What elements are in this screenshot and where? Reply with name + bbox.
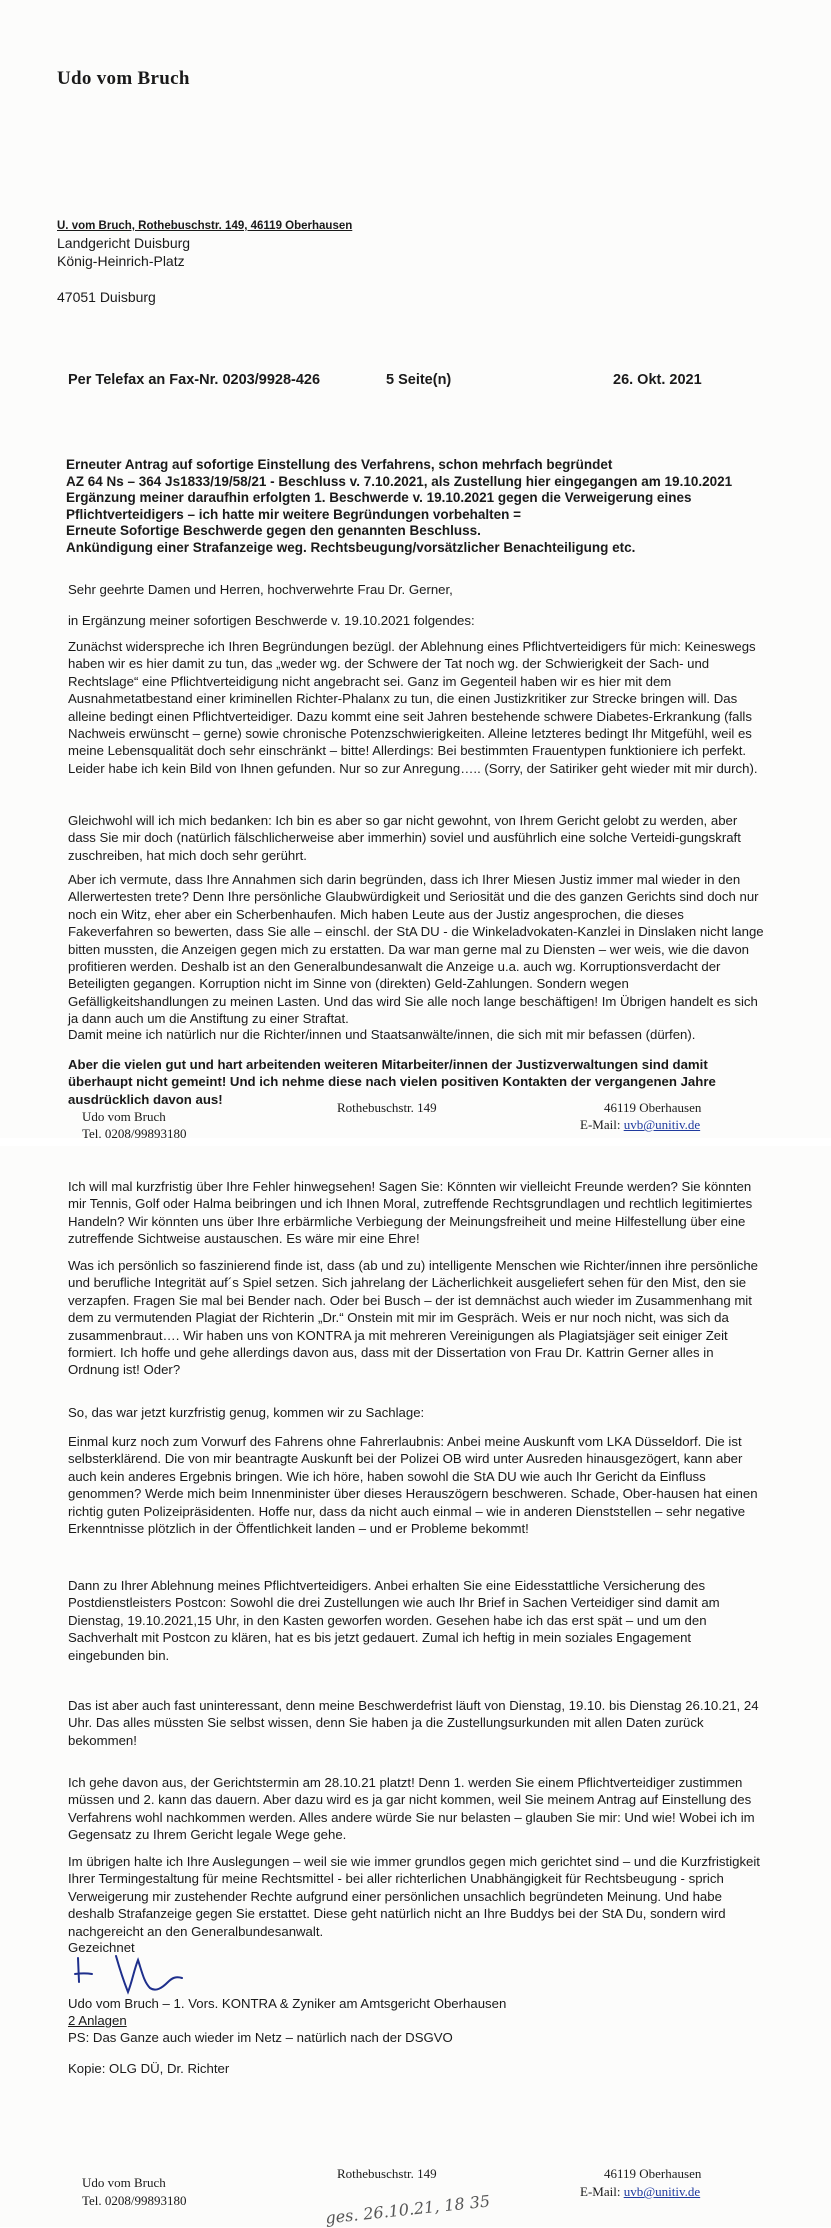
subject-line: Ergänzung meiner daraufhin erfolgten 1. Beschwerde v. 19.10.2021 gegen die Verweigerung eines [66,490,692,505]
paragraph-beschwerdefrist: Das ist aber auch fast uninteressant, denn meine Beschwerdefrist läuft von Dienstag, 19.10. bis Dienstag 26.10.21, 24 Uhr. Das alles müssten Sie selbst wissen, denn Sie haben ja die Zustellungsurkunden mit allen Daten zurück bekommen! [68,1698,759,1748]
footer-email-row [580,1116,700,1133]
paragraph-freunde: Ich will mal kurzfristig über Ihre Fehler hinwegsehen! Sagen Sie: Könnten wir vielleicht Freunde werden? Sie könnten mir Tennis, Golf oder Halma beibringen und ich Ihnen Moral, zutreffende Rechtsgrundlagen und rechtlich legitimiertes Handeln? Wir könnten uns über Ihre erbärmliche Verbiegung der Meinungsfreiheit und meine Hilfestellung über eine zutreffende Sichtweise austauschen. Es wäre mir eine Ehre! [68,1179,753,1247]
recipient-street: König-Heinrich-Platz [57,253,185,269]
subject-line: Erneuter Antrag auf sofortige Einstellung des Verfahrens, schon mehrfach begründet [66,457,613,472]
paragraph-gerichtstermin: Ich gehe davon aus, der Gerichtstermin am 28.10.21 platzt! Denn 1. werden Sie einem Pflichtverteidiger zustimmen müssen und 2. kann das dauern. Aber dazu wird es ja gar nicht kommen, weil Sie meinem Antrag auf Einstellung des Verfahrens wohl nachkommen werden. Alles andere würde Sie nur belasten – glauben Sie mir: Und wie! Wobei ich im Gegensatz zu Ihrem Gericht legale Wege gehe. [68,1775,755,1843]
recipient-city: 47051 Duisburg [57,289,156,305]
footer-phone: Tel. 0208/99893180 [82,2193,187,2208]
intro-line: in Ergänzung meiner sofortigen Beschwerde v. 19.10.2021 folgendes: [68,613,475,628]
handwritten-send-note: ges. 26.10.21, 18 35 [324,2191,491,2228]
signoff-line: Udo vom Bruch – 1. Vors. KONTRA & Zyniker am Amtsgericht Oberhausen [68,1996,507,2011]
letterhead-name: Udo vom Bruch [57,68,190,89]
paragraph-integritaet: Was ich persönlich so faszinierend finde ist, dass (ab und zu) intelligente Menschen wie Richter/innen ihre persönliche und berufliche Integrität auf´s Spiel setzen. Sich jahrelang der Lächerlichkeit ausgeliefert sehen für den Mist, den sie verzapfen. Fragen Sie mal bei Bender nach. Oder bei Busch – der ist demnächst auch wieder im Zusammenhang mit dem zu vermutenden Plagiat der Richterin „Dr.“ Onstein mit mir im Gespräch. Weis er nur noch nicht, was sich da zusammenbraut…. Wir haben uns von KONTRA ja mit mehreren Vereinigungen als Plagiatsjäger seit einiger Zeit formiert. Ich hoffe und gehe allerdings davon aus, dass mit der Dissertation von Frau Dr. Kattrin Gerner alles in Ordnung ist! Oder? [68,1258,759,1378]
footer-city: 46119 Oberhausen [604,1100,702,1115]
footer-name: Udo vom Bruch [82,2175,166,2190]
paragraph-fahrerlaubnis: Einmal kurz noch zum Vorwurf des Fahrens ohne Fahrerlaubnis: Anbei meine Auskunft vom LKA Düsseldorf. Die ist selbsterklärend. Die von mir beantragte Auskunft bei der Polizei OB wird unter Ausreden hinausgezögert, kann aber auch kein anderes Ergebnis bringen. Wie ich höre, haben sowohl die StA DU wie auch Ihr Gericht da Einfluss genommen? Werde mich beim Innenminister über dieses Herauszögern beschweren. Schade, Ober-hausen hat einen richtig guten Polizeipräsidenten. Hoffe nur, dass da nicht auch einmal – wie in anderen Dienststellen – sehr negative Erkenntnisse plötzlich in der Öffentlichkeit landen – und er Probleme bekommt! [68,1434,758,1537]
footer-email-row [580,2183,700,2200]
footer-email-label: E-Mail: [580,2184,624,2199]
footer-email-link[interactable]: uvb@unitiv.de [623,2184,701,2199]
footer-street: Rothebuschstr. 149 [337,1100,437,1115]
subject-line: AZ 64 Ns – 364 Js1833/19/58/21 - Beschluss v. 7.10.2021, als Zustellung hier eingegangen am 19.10.2021 [66,473,733,489]
attachments-line: 2 Anlagen [68,2013,127,2028]
footer-email-link[interactable]: uvb@unitiv.de [623,1117,701,1132]
ps-line: PS: Das Ganze auch wieder im Netz – natürlich nach der DSGVO [68,2030,453,2045]
paragraph-sachlage: So, das war jetzt kurzfristig genug, kommen wir zu Sachlage: [68,1405,425,1420]
footer-name: Udo vom Bruch [82,1109,166,1124]
handwritten-signature [72,1952,212,1996]
letter-date: 26. Okt. 2021 [613,372,702,388]
paragraph-mitarbeiter: Aber die vielen gut und hart arbeitenden weiteren Mitarbeiter/innen der Justizverwaltungen sind damit überhaupt nicht gemeint! Und ich nehme diese nach vielen positiven Kontakten der vergangenen Jahre ausdrücklich davon aus! [68,1057,716,1107]
salutation: Sehr geehrte Damen und Herren, hochverwehrte Frau Dr. Gerner, [68,582,453,597]
paragraph-bedanken: Gleichwohl will ich mich bedanken: Ich bin es aber so gar nicht gewohnt, von Ihrem Gericht gelobt zu werden, aber dass Sie mir doch (natürlich fälschlicherweise aber immerhin) soviel und ausführlich eine solche Verteidi-gungskraft zuschreiben, hat mich doch sehr gerührt. [68,813,741,863]
paragraph-pflichtverteidiger: Zunächst widerspreche ich Ihren Begründungen bezügl. der Ablehnung eines Pflichtverteidigers für mich: Keineswegs haben wir es hier damit zu tun, das „weder wg. der Schwere der Tat noch wg. der Schwierigkeit der Sach- und Rechtslage“ eine Pflichtverteidigung nicht angebracht sei. Ganz im Gegenteil haben wir es hier mit dem Ausnahmetatbestand einer kriminellen Richter-Phalanx zu tun, die einen Justizkritiker zur Strecke bringen will. Das alleine bedingt einen Pflichtverteidiger. Dazu kommt eine seit Jahren bestehende schwere Diabetes-Erkrankung (falls Nachweis erwünscht – gerne) sowie chronische Potenzschwierigkeiten. Alleine letzteres bedingt Ihr Mitgefühl, weil es meine Lebensqualität doch sehr einschränkt – bitte! Allerdings: Bei bestimmten Frauentypen funktioniere ich perfekt. Leider habe ich kein Bild von Ihnen gefunden. Nur so zur Anregung….. (Sorry, der Satiriker geht wieder mit mir durch). [68,639,758,776]
sender-return-address: U. vom Bruch, Rothebuschstr. 149, 46119 Oberhausen [57,220,353,232]
fax-number: Per Telefax an Fax-Nr. 0203/9928-426 [68,372,321,388]
page-count: 5 Seite(n) [386,372,452,388]
footer-phone: Tel. 0208/99893180 [82,1126,187,1141]
paragraph-rechtsbeugung: Im übrigen halte ich Ihre Auslegungen – weil sie wie immer grundlos gegen mich gerichtet sind – und die Kurzfristigkeit Ihrer Termingestaltung für meine Rechtsmittel - bei aller richterlichen Unabhängigkeit für Rechtsbeugung - sprich Verweigerung mir zustehender Rechte aufgrund einer persönlichen unsachlich begründeten Meinung. Und habe deshalb Strafanzeige gegen Sie erstattet. Diese geht natürlich nicht an Ihre Buddys bei der StA Du, sondern wird nachgereicht an den Generalbundesanwalt. [68,1854,760,1939]
paragraph-postcon: Dann zu Ihrer Ablehnung meines Pflichtverteidigers. Anbei erhalten Sie eine Eidesstattliche Versicherung des Postdienstleisters Postcon: Sowohl die drei Zustellungen wie auch Ihr Brief in Sachen Verteidiger sind damit am Dienstag, 19.10.2021,15 Uhr, in den Kasten geworfen worden. Gesehen habe ich das erst spät – und um den Sachverhalt mit Postcon zu klären, hat es bis jetzt gedauert. Zumal ich heftig in mein soziales Engagement eingebunden bin. [68,1578,720,1663]
subject-line: Erneute Sofortige Beschwerde gegen den genannten Beschluss. [66,523,481,538]
footer-city: 46119 Oberhausen [604,2166,702,2181]
signed-label: Gezeichnet [68,1940,135,1955]
subject-block [66,457,776,556]
paragraph-justiz: Aber ich vermute, dass Ihre Annahmen sich darin begründen, dass ich Ihrer Miesen Justiz immer mal wieder in den Allerwertesten trete? Denn Ihre persönliche Glaubwürdigkeit und Seriosität und die des ganzen Gerichts sind doch nur noch ein Witz, eher aber ein Scherbenhaufen. Mich haben Leute aus der Justiz angesprochen, die dieses Fakeverfahren so bewerten, dass Sie alle – einschl. der StA DU - die Winkeladvokaten-Kanzlei in Dinslaken nicht lange bitten mussten, die Anzeigen gegen mich zu erstatten. Da war man gerne mal zu Diensten – wer weis, wie die davon profitieren werden. Deshalb ist an den Generalbundesanwalt die Anzeige u.a. auch wg. Korruptionsverdacht der Beteiligten gegangen. Korruption nicht im Sinne von (direkten) Geld-Zahlungen. Sondern wegen Gefälligkeitshandlungen zu meinen Lasten. Und das wird Sie alle noch lange beschäftigen! Im Übrigen handelt es sich ja dann auch um die Anstiftung zu einer Straftat. [68,872,764,1027]
footer-street: Rothebuschstr. 149 [337,2166,437,2181]
paragraph-richter: Damit meine ich natürlich nur die Richter/innen und Staatsanwälte/innen, die sich mit mir befassen (dürfen). [68,1027,696,1042]
subject-line: Pflichtverteidigers – ich hatte mir weitere Begründungen vorbehalten = [66,506,521,522]
recipient-court: Landgericht Duisburg [57,235,191,251]
subject-line: Ankündigung einer Strafanzeige weg. Rechtsbeugung/vorsätzlicher Benachteiligung etc. [66,539,636,555]
footer-email-label: E-Mail: [580,1117,624,1132]
copy-recipient: Kopie: OLG DÜ, Dr. Richter [68,2061,230,2076]
